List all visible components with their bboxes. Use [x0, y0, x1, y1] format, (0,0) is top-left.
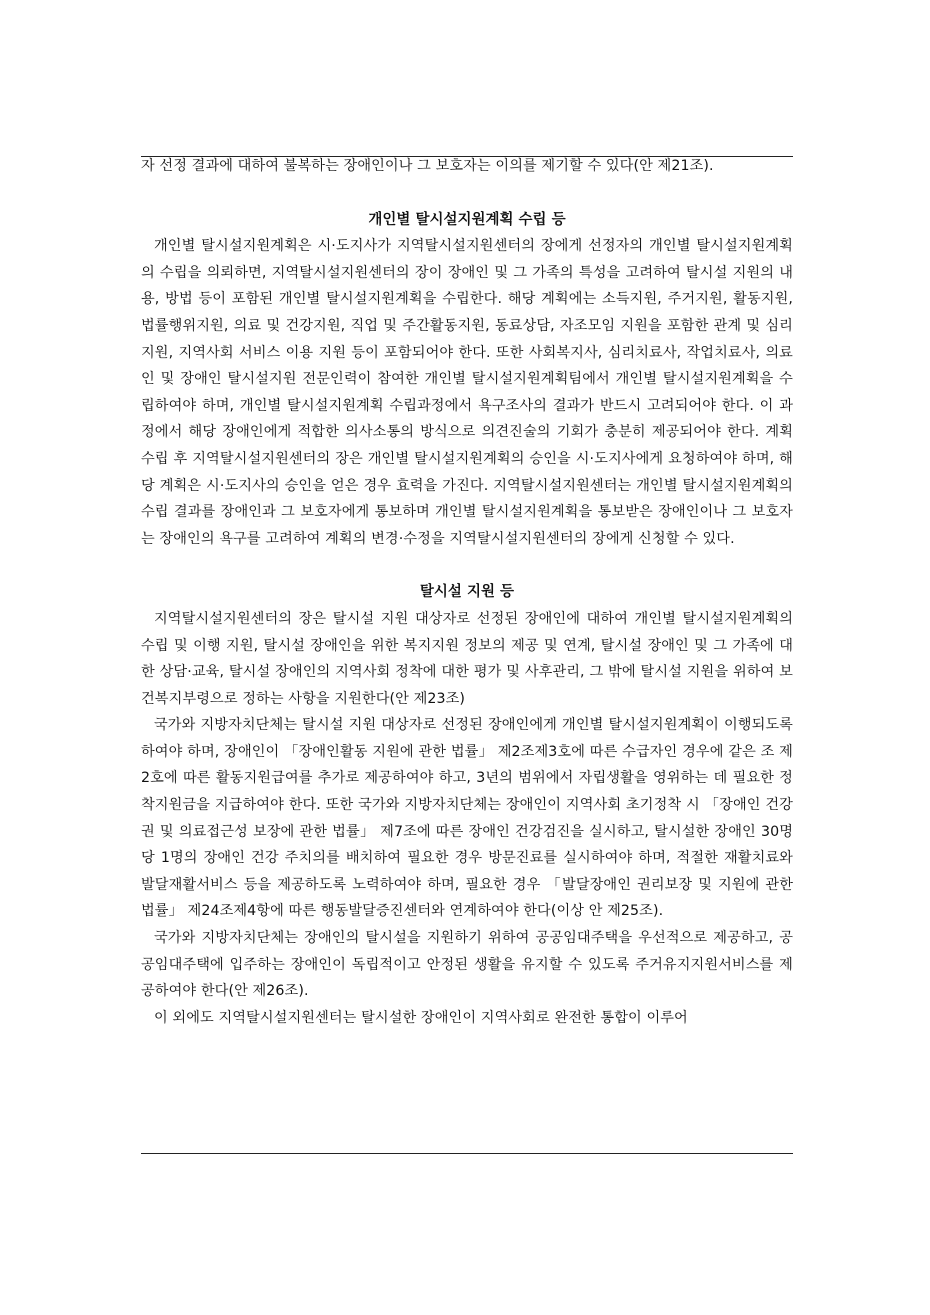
bottom-rule [141, 1153, 793, 1154]
support-paragraph-3: 국가와 지방자치단체는 장애인의 탈시설을 지원하기 위하여 공공임대주택을 우선적으로 제공하고, 공공임대주택에 입주하는 장애인이 독립적이고 안정된 생활을 유지할 수 있도록 주거유지지원서비스를 제공하여야 한다(안 제26조). [141, 930, 793, 1000]
continuation-paragraph: 자 선정 결과에 대하여 불복하는 장애인이나 그 보호자는 이의를 제기할 수 있다(안 제21조). [141, 158, 714, 174]
support-paragraph-1: 지역탈시설지원센터의 장은 탈시설 지원 대상자로 선정된 장애인에 대하여 개인별 탈시설지원계획의 수립 및 이행 지원, 탈시설 장애인을 위한 복지지원 정보의 제공 및 연계, 탈시설 장애인 및 그 가족에 대한 상담·교육, 탈시설 장애인의 지역사회 정착에 대한 평가 및 사후관리, 그 밖에 탈시설 지원을 위하여 보건복지부령으로 정하는 사항을 지원한다(안 제23조) [141, 610, 793, 707]
plan-paragraph: 개인별 탈시설지원계획은 시·도지사가 지역탈시설지원센터의 장에게 선정자의 개인별 탈시설지원계획의 수립을 의뢰하면, 지역탈시설지원센터의 장이 장애인 및 그 가족의 특성을 고려하여 탈시설 지원의 내용, 방법 등이 포함된 개인별 탈시설지원계획을 수립한다. 해당 계획에는 소득지원, 주거지원, 활동지원, 법률행위지원, 의료 및 건강지원, 직업 및 주간활동지원, 동료상담, 자조모임 지원을 포함한 관계 및 심리지원, 지역사회 서비스 이용 지원 등이 포함되어야 한다. 또한 사회복지사, 심리치료사, 작업치료사, 의료인 및 장애인 탈시설지원 전문인력이 참여한 개인별 탈시설지원계획팀에서 개인별 탈시설지원계획을 수립하여야 하며, 개인별 탈시설지원계획 수립과정에서 욕구조사의 결과가 반드시 고려되어야 한다. 이 과정에서 해당 장애인에게 적합한 의사소통의 방식으로 의견진술의 기회가 충분히 제공되어야 한다. 계획 수립 후 지역탈시설지원센터의 장은 개인별 탈시설지원계획의 승인을 시·도지사에게 요청하여야 하며, 해당 계획은 시·도지사의 승인을 얻은 경우 효력을 가진다. 지역탈시설지원센터는 개인별 탈시설지원계획의 수립 결과를 장애인과 그 보호자에게 통보하며 개인별 탈시설지원계획을 통보받은 장애인이나 그 보호자는 장애인의 욕구를 고려하여 계획의 변경·수정을 지역탈시설지원센터의 장에게 신청할 수 있다. [141, 238, 793, 547]
section-heading-plan: 개인별 탈시설지원계획 수립 등 [368, 211, 566, 228]
support-paragraph-4: 이 외에도 지역탈시설지원센터는 탈시설한 장애인이 지역사회로 완전한 통합이 이루어 [154, 1009, 688, 1026]
section-heading-support: 탈시설 지원 등 [419, 584, 515, 601]
document-body [141, 153, 793, 1031]
support-paragraph-2: 국가와 지방자치단체는 탈시설 지원 대상자로 선정된 장애인에게 개인별 탈시설지원계획이 이행되도록 하여야 하며, 장애인이 「장애인활동 지원에 관한 법률」 제2조제3호에 따른 수급자인 경우에 같은 조 제2호에 따른 활동지원급여를 추가로 제공하여야 하고, 3년의 범위에서 자립생활을 영위하는 데 필요한 정착지원금을 지급하여야 한다. 또한 국가와 지방자치단체는 장애인이 지역사회 초기정착 시 「장애인 건강권 및 의료접근성 보장에 관한 법률」 제7조에 따른 장애인 건강검진을 실시하고, 탈시설한 장애인 30명당 1명의 장애인 건강 주치의를 배치하여 필요한 경우 방문진료를 실시하여야 하며, 적절한 재활치료와 발달재활서비스 등을 제공하도록 노력하여야 하며, 필요한 경우 「발달장애인 권리보장 및 지원에 관한 법률」 제24조제4항에 따른 행동발달증진센터와 연계하여야 한다(이상 안 제25조). [141, 717, 793, 920]
